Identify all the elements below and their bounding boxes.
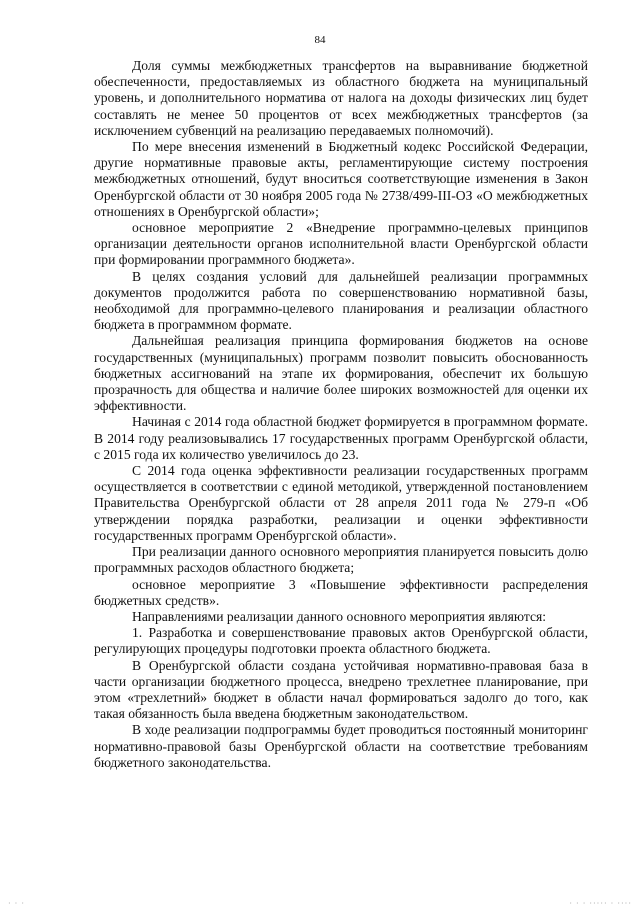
paragraph: По мере внесения изменений в Бюджетный кодекс Российской Федерации, другие нормативные правовые акты, регламентирующие систему построения межбюджетных отношений, будут вноситься соответствующие изменения в Закон Оренбургской области от 30 ноября 2005 года № 2738/499-III-ОЗ «О межбюджетных отношениях в Оренбургской области»; [94, 139, 588, 219]
paragraph: Дальнейшая реализация принципа формирования бюджетов на основе государственных (муниципальных) программ позволит повысить обоснованность бюджетных ассигнований на этапе их формирования, обеспечит их большую прозрачность для общества и наличие более широких возможностей для оценки их эффективности. [94, 333, 588, 414]
page-number: 84 [314, 34, 326, 46]
paragraph: С 2014 года оценка эффективности реализации государственных программ осуществляется в соответствии с единой методикой, утвержденной постановлением Правительства Оренбургской области от 28 апреля 2011 года № 279-п «Об утверждении порядка разработки, реализации и оценки эффективности государственных программ Оренбургской области». [94, 463, 588, 543]
paragraph: Направлениями реализации данного основного мероприятия являются: [132, 608, 547, 624]
paragraph: Начиная с 2014 года областной бюджет формируется в программном формате. В 2014 году реализовывались 17 государственных программ Оренбургской области, с 2015 года их количество увеличилось до 23. [94, 414, 588, 462]
paragraph: 1. Разработка и совершенствование правовых актов Оренбургской области, регулирующих процедуры подготовки проекта областного бюджета. [94, 625, 588, 657]
paragraph: При реализации данного основного мероприятия планируется повысить долю программных расходов областного бюджета; [94, 544, 588, 576]
paragraph: В ходе реализации подпрограммы будет проводиться постоянный мониторинг нормативно-правовой базы Оренбургской области на соответствие требованиям бюджетного законодательства. [94, 722, 588, 770]
body-text [94, 58, 588, 771]
paragraph: Доля суммы межбюджетных трансфертов на выравнивание бюджетной обеспеченности, предоставляемых из областного бюджета на муниципальный уровень, и дополнительного норматива от налога на доходы физических лиц будет составлять не менее 50 процентов от всех межбюджетных трансфертов (за исключением субвенций на реализацию передаваемых полномочий). [94, 58, 588, 138]
paragraph: основное мероприятие 2 «Внедрение программно-целевых принципов организации деятельности органов исполнительной власти Оренбургской области при формировании программного бюджета». [94, 220, 588, 268]
paragraph: основное мероприятие 3 «Повышение эффективности распределения бюджетных средств». [94, 576, 588, 608]
paragraph: В Оренбургской области создана устойчивая нормативно-правовая база в части организации бюджетного процесса, внедрено трехлетнее планирование, при этом «трехлетний» бюджет в области начал формироваться задолго до того, как такая обязанность была введена бюджетным законодательством. [94, 657, 588, 722]
scan-dots-left: · · · [8, 899, 25, 908]
paragraph: В целях создания условий для дальнейшей реализации программных документов продолжится работа по совершенствованию нормативной базы, необходимой для программно-целевого планирования и реализации областного бюджета в программном формате. [94, 268, 588, 333]
scan-dots-right: · · · ····· · ···· [569, 899, 632, 908]
